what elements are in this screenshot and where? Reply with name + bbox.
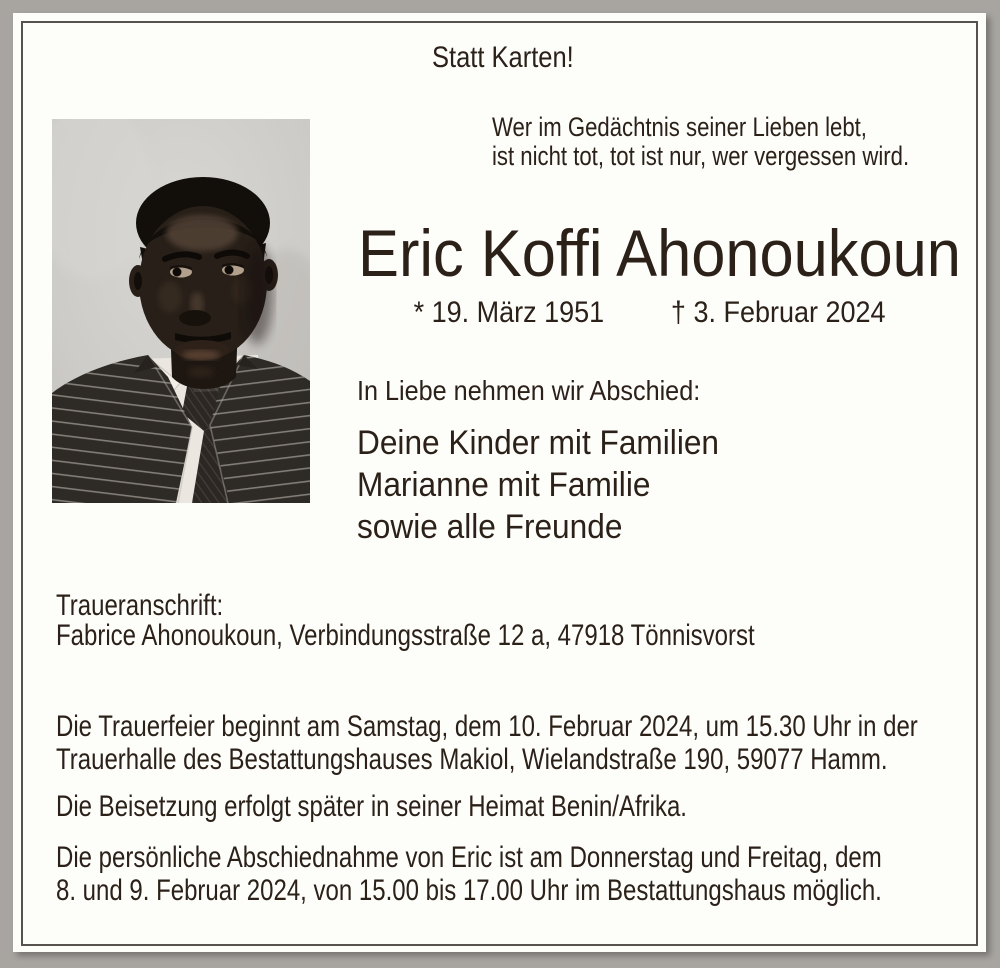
pre-line: Statt Karten!	[432, 41, 574, 74]
epigraph-line: ist nicht tot, tot ist nur, wer vergessen wird.	[492, 141, 910, 171]
viewing-line: Die persönliche Abschiednahme von Eric ist am Donnerstag und Freitag, dem	[56, 841, 882, 874]
portrait-photo	[52, 119, 310, 503]
mourner-line: Deine Kinder mit Familien	[357, 424, 720, 462]
viewing-line: 8. und 9. Februar 2024, von 15.00 bis 17.00 Uhr im Bestattungshaus möglich.	[56, 874, 882, 907]
death-date: † 3. Februar 2024	[671, 296, 886, 329]
address-label: Traueranschrift:	[56, 589, 224, 622]
mourner-line: sowie alle Freunde	[357, 508, 623, 546]
mourner-line: Marianne mit Familie	[357, 466, 651, 504]
portrait-photo-art	[52, 119, 310, 503]
epigraph	[492, 113, 909, 171]
epigraph-line: Wer im Gedächtnis seiner Lieben lebt,	[492, 112, 867, 142]
viewing-paragraph	[56, 841, 882, 907]
birth-date: * 19. März 1951	[413, 296, 605, 329]
burial-paragraph: Die Beisetzung erfolgt später in seiner Heimat Benin/Afrika.	[56, 790, 687, 823]
funeral-paragraph	[56, 710, 918, 776]
farewell-intro: In Liebe nehmen wir Abschied:	[357, 375, 701, 406]
address-line: Fabrice Ahonoukoun, Verbindungsstraße 12 a, 47918 Tönnisvorst	[56, 619, 755, 652]
funeral-line: Trauerhalle des Bestattungshauses Makiol, Wielandstraße 190, 59077 Hamm.	[56, 743, 888, 776]
funeral-line: Die Trauerfeier beginnt am Samstag, dem 10. Februar 2024, um 15.30 Uhr in der	[56, 710, 918, 743]
life-dates	[358, 296, 943, 331]
deceased-name: Eric Koffi Ahonoukoun	[358, 216, 961, 290]
mourners-list	[357, 422, 719, 548]
